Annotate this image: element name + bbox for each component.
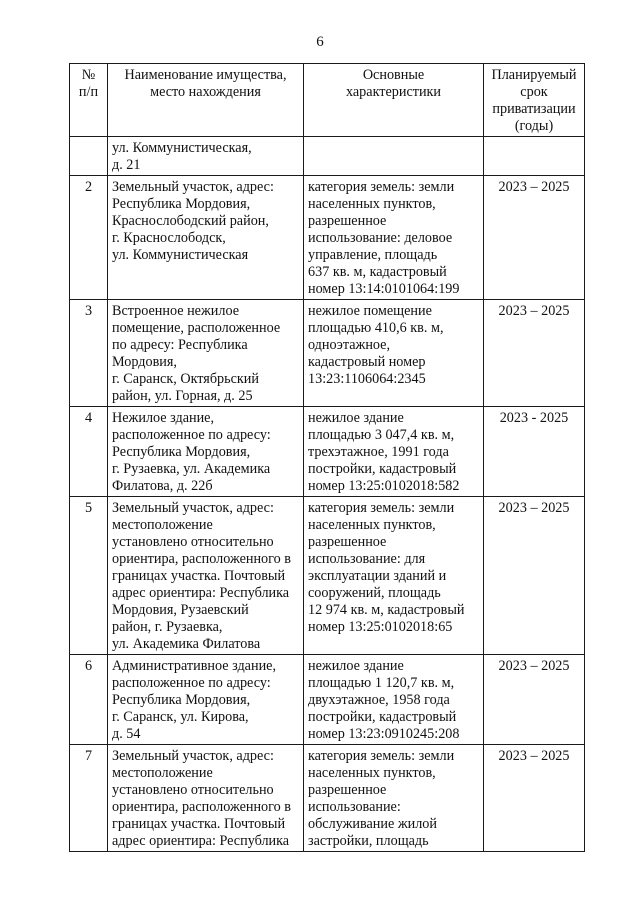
cell-line: застройки, площадь [308,833,429,849]
privatization-term [484,137,585,176]
cell-line: установлено относительно [112,534,274,550]
cell-line: адрес ориентира: Республика [112,585,290,601]
table-row [70,407,585,497]
property-name-cell [108,497,304,655]
privatization-term: 2023 – 2025 [484,497,585,655]
cell-line: категория земель: земли [308,179,455,195]
cell-line: границах участка. Почтовый [112,816,286,832]
privatization-term: 2023 – 2025 [484,655,585,745]
cell-line: ориентира, расположенного в [112,551,291,567]
cell-line: нежилое здание [308,410,404,426]
cell-line: 13:23:1106064:2345 [308,371,426,387]
characteristics-cell [304,497,484,655]
cell-line: нежилое помещение [308,303,432,319]
row-number: 7 [70,745,108,852]
property-name-cell [108,137,304,176]
characteristics-cell [304,407,484,497]
cell-line: Земельный участок, адрес: [112,748,274,764]
cell-line: номер 13:23:0910245:208 [308,726,460,742]
characteristics-cell [304,300,484,407]
table-row [70,745,585,852]
cell-line: ул. Коммунистическая [112,247,249,263]
characteristics-cell [304,137,484,176]
characteristics-cell [304,745,484,852]
cell-line: кадастровый номер [308,354,426,370]
cell-line: населенных пунктов, [308,765,436,781]
cell-line: Земельный участок, адрес: [112,500,274,516]
cell-line: г. Саранск, ул. Кирова, [112,709,249,725]
cell-line: Нежилое здание, [112,410,215,426]
cell-line: 637 кв. м, кадастровый [308,264,447,280]
property-name-cell [108,655,304,745]
property-name-cell [108,176,304,300]
cell-line: Республика Мордовия, [112,444,251,460]
cell-line: район, г. Рузаевка, [112,619,223,635]
cell-line: использование: для [308,551,426,567]
cell-line: нежилое здание [308,658,404,674]
cell-line: постройки, кадастровый [308,461,457,477]
header-term: Планируемый срок приватизации (годы) [484,64,585,137]
table-row [70,137,585,176]
privatization-term: 2023 – 2025 [484,745,585,852]
header-characteristics: Основные характеристики [304,64,484,137]
cell-line: Мордовия, Рузаевский [112,602,249,618]
cell-line: по адресу: Республика [112,337,248,353]
cell-line: категория земель: земли [308,748,455,764]
cell-line: помещение, расположенное [112,320,281,336]
property-name-cell [108,407,304,497]
cell-line: ориентира, расположенного в [112,799,291,815]
cell-line: Республика Мордовия, [112,692,251,708]
cell-line: одноэтажное, [308,337,391,353]
property-name-cell [108,300,304,407]
table-header-row [70,64,585,137]
cell-line: местоположение [112,517,213,533]
cell-line: границах участка. Почтовый [112,568,286,584]
cell-line: номер 13:25:0102018:65 [308,619,453,635]
cell-line: расположенное по адресу: [112,427,271,443]
cell-line: Мордовия, [112,354,177,370]
privatization-term: 2023 – 2025 [484,176,585,300]
row-number: 6 [70,655,108,745]
cell-line: номер 13:25:0102018:582 [308,478,460,494]
cell-line: эксплуатации зданий и [308,568,447,584]
privatization-table [69,63,585,852]
cell-line: Филатова, д. 22б [112,478,213,494]
characteristics-cell [304,655,484,745]
cell-line: площадью 1 120,7 кв. м, [308,675,455,691]
cell-line: расположенное по адресу: [112,675,271,691]
cell-line: ул. Академика Филатова [112,636,261,652]
cell-line: управление, площадь [308,247,438,263]
row-number: 3 [70,300,108,407]
cell-line: использование: [308,799,401,815]
cell-line: г. Краснослободск, [112,230,226,246]
cell-line: Административное здание, [112,658,277,674]
cell-line: г. Саранск, Октябрьский [112,371,259,387]
characteristics-cell [304,176,484,300]
cell-line: адрес ориентира: Республика [112,833,290,849]
table-row [70,176,585,300]
cell-line: площадью 410,6 кв. м, [308,320,444,336]
cell-line: Земельный участок, адрес: [112,179,274,195]
table-row [70,497,585,655]
cell-line: ул. Коммунистическая, [112,140,252,156]
cell-line: 12 974 кв. м, кадастровый [308,602,465,618]
cell-line: обслуживание жилой [308,816,437,832]
property-name-cell [108,745,304,852]
cell-line: двухэтажное, 1958 года [308,692,450,708]
header-name: Наименование имущества, место нахождения [108,64,304,137]
cell-line: г. Рузаевка, ул. Академика [112,461,271,477]
table-row [70,300,585,407]
cell-line: трехэтажное, 1991 года [308,444,449,460]
cell-line: постройки, кадастровый [308,709,457,725]
cell-line: Республика Мордовия, [112,196,251,212]
row-number [70,137,108,176]
privatization-term: 2023 - 2025 [484,407,585,497]
cell-line: разрешенное [308,534,387,550]
cell-line: Краснослободский район, [112,213,269,229]
cell-line: д. 21 [112,157,141,173]
cell-line: разрешенное [308,782,387,798]
cell-line: сооружений, площадь [308,585,441,601]
row-number: 5 [70,497,108,655]
cell-line: населенных пунктов, [308,196,436,212]
privatization-term: 2023 – 2025 [484,300,585,407]
cell-line: д. 54 [112,726,141,742]
row-number: 2 [70,176,108,300]
cell-line: площадью 3 047,4 кв. м, [308,427,455,443]
cell-line: местоположение [112,765,213,781]
cell-line: Встроенное нежилое [112,303,240,319]
cell-line: категория земель: земли [308,500,455,516]
cell-line: район, ул. Горная, д. 25 [112,388,253,404]
header-num: № п/п [70,64,108,137]
page-number: 6 [316,34,324,50]
cell-line: номер 13:14:0101064:199 [308,281,460,297]
cell-line: установлено относительно [112,782,274,798]
cell-line: населенных пунктов, [308,517,436,533]
table-row [70,655,585,745]
cell-line: использование: деловое [308,230,453,246]
cell-line: разрешенное [308,213,387,229]
row-number: 4 [70,407,108,497]
